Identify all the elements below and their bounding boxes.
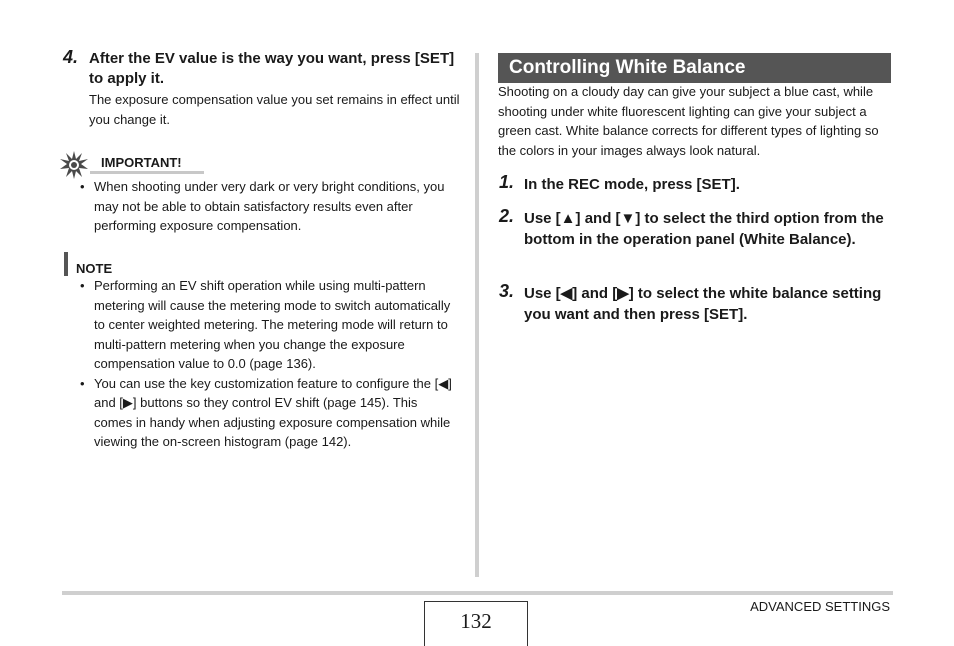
step-3-number: 3. [499,281,515,301]
list-item [80,374,456,452]
section-intro: Shooting on a cloudy day can give your subject a blue cast, while shooting under white fluorescent lighting can give your subject a green cast. White balance corrects for different types of lighting so the colors in your images always look natural. [498,84,879,158]
list-item [80,276,456,374]
step-4-body: The exposure compensation value you set remains in effect until you change it. [89,92,460,127]
step-3-title: Use [◀] and [▶] to select the white balance setting you want and then press [SET]. [524,285,882,323]
step-1-title: In the REC mode, press [SET]. [524,176,740,193]
bullet-icon: • [80,179,85,194]
footer-rule [62,591,893,595]
important-item-text: When shooting under very dark or very bright conditions, you may not be able to obtain satisfactory results even after performing exposure compensation. [94,179,445,233]
note-list [80,276,456,452]
starburst-icon [60,151,88,179]
step-4-number: 4. [63,47,79,67]
note-item-text: Performing an EV shift operation while using multi-pattern metering will cause the metering mode to switch automatically to center weighted metering. The metering mode will return to multi-pattern metering when you change the exposure compensation value to 0.0 (page 136). [94,278,451,371]
step-4-title: After the EV value is the way you want, press [SET] to apply it. [89,50,455,87]
important-underline [90,171,204,174]
note-item-text: You can use the key customization feature to configure the [◀] and [▶] buttons so they control EV shift (page 145). This comes in handy when adjusting exposure compensation while viewing the on-screen histogram (page 142). [94,375,452,449]
section-title: Controlling White Balance [498,53,891,83]
note-bar-icon [64,252,68,276]
bullet-icon: • [80,278,85,293]
footer-section-label: ADVANCED SETTINGS [750,599,890,614]
important-label: IMPORTANT! [101,155,182,170]
step-2-number: 2. [499,206,515,226]
bullet-icon: • [80,375,85,391]
page-number: 132 [424,601,528,646]
column-divider [475,53,479,577]
note-label: NOTE [76,261,113,276]
list-item [80,177,454,236]
step-1-number: 1. [499,172,515,192]
important-list [80,177,454,236]
step-2-title: Use [▲] and [▼] to select the third option from the bottom in the operation panel (White Balance). [524,210,884,248]
